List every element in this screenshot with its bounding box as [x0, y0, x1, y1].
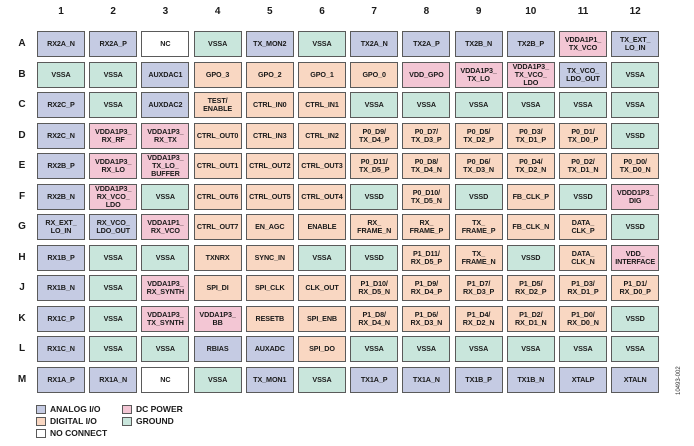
- pin-cell: VDDA1P3_ TX_LO: [455, 62, 503, 88]
- pin-cell: VSSA: [507, 92, 555, 118]
- pin-cell: VSSA: [298, 367, 346, 393]
- pin-cell: P0_D8/ TX_D4_N: [402, 153, 450, 179]
- pin-cell: TX1B_N: [507, 367, 555, 393]
- pin-cell: VSSA: [402, 336, 450, 362]
- legend-nc: [36, 428, 107, 438]
- pin-cell: RX2C_P: [37, 92, 85, 118]
- pin-cell: CTRL_OUT0: [194, 123, 242, 149]
- pin-cell: VSSA: [194, 31, 242, 57]
- pin-cell: AUXDAC1: [141, 62, 189, 88]
- pin-cell: SPI_CLK: [246, 275, 294, 301]
- pin-cell: VSSA: [89, 306, 137, 332]
- pin-cell: VDDA1P3_ TX_VCO_ LDO: [507, 62, 555, 88]
- pin-cell: VSSA: [611, 92, 659, 118]
- pin-cell: VSSD: [455, 184, 503, 210]
- pin-cell: VSSA: [89, 245, 137, 271]
- pin-cell: P0_D0/ TX_D0_N: [611, 153, 659, 179]
- column-header: 4: [214, 6, 221, 17]
- pin-cell: P0_D9/ TX_D4_P: [350, 123, 398, 149]
- pin-cell: VSSA: [507, 336, 555, 362]
- pin-cell: FB_CLK_P: [507, 184, 555, 210]
- pin-cell: TX1A_P: [350, 367, 398, 393]
- pin-cell: CTRL_OUT5: [246, 184, 294, 210]
- pin-cell: P1_D7/ RX_D3_P: [455, 275, 503, 301]
- pin-cell: GPO_2: [246, 62, 294, 88]
- pin-cell: VDDA1P3_ RX_LO: [89, 153, 137, 179]
- pin-cell: VSSA: [559, 92, 607, 118]
- pin-cell: RX_ FRAME_N: [350, 214, 398, 240]
- legend-digital-swatch: [36, 417, 46, 426]
- column-header: 3: [162, 6, 169, 17]
- pin-cell: P0_D10/ TX_D5_N: [402, 184, 450, 210]
- pin-cell: P1_D8/ RX_D4_N: [350, 306, 398, 332]
- pin-cell: DATA_ CLK_N: [559, 245, 607, 271]
- pin-cell: RX_ FRAME_P: [402, 214, 450, 240]
- pin-cell: P0_D5/ TX_D2_P: [455, 123, 503, 149]
- pin-cell: RX_VCO_ LDO_OUT: [89, 214, 137, 240]
- pin-cell: VSSA: [455, 92, 503, 118]
- pin-cell: TX2A_N: [350, 31, 398, 57]
- pin-cell: VDDD1P3_ DIG: [611, 184, 659, 210]
- pin-cell: CTRL_OUT4: [298, 184, 346, 210]
- pin-cell: TX_ FRAME_N: [455, 245, 503, 271]
- legend-ground-swatch: [122, 417, 132, 426]
- pin-cell: TX_ FRAME_P: [455, 214, 503, 240]
- legend-digital-label: DIGITAL I/O: [50, 416, 97, 426]
- pin-cell: VSSD: [611, 214, 659, 240]
- pin-cell: P0_D3/ TX_D1_P: [507, 123, 555, 149]
- pin-cell: CTRL_IN2: [298, 123, 346, 149]
- pin-cell: VDDA1P3_ RX_RF: [89, 123, 137, 149]
- pin-cell: RX1C_N: [37, 336, 85, 362]
- legend-analog-swatch: [36, 405, 46, 414]
- row-header: D: [18, 129, 26, 141]
- pin-cell: EN_AGC: [246, 214, 294, 240]
- pin-cell: TX1B_P: [455, 367, 503, 393]
- pin-cell: VSSA: [402, 92, 450, 118]
- row-header: F: [18, 190, 26, 202]
- row-header: L: [18, 343, 26, 354]
- row-header: M: [17, 373, 27, 385]
- legend-nc-swatch: [36, 429, 46, 438]
- column-header: 6: [319, 6, 325, 17]
- pin-cell: CTRL_IN1: [298, 92, 346, 118]
- pin-cell: TX_MON1: [246, 367, 294, 393]
- legend-ground: [122, 416, 174, 426]
- pin-cell: P1_D5/ RX_D2_P: [507, 275, 555, 301]
- legend-power-swatch: [122, 405, 132, 414]
- column-header: 12: [629, 6, 641, 17]
- pin-cell: SPI_DO: [298, 336, 346, 362]
- pin-cell: VDDA1P3_ BB: [194, 306, 242, 332]
- pin-cell: P1_D1/ RX_D0_P: [611, 275, 659, 301]
- pin-cell: RX1A_P: [37, 367, 85, 393]
- pin-cell: VDDA1P3_ TX_SYNTH: [141, 306, 189, 332]
- pin-cell: CTRL_OUT6: [194, 184, 242, 210]
- pin-cell: GPO_0: [350, 62, 398, 88]
- pin-cell: RBIAS: [194, 336, 242, 362]
- pin-cell: RX_EXT_ LO_IN: [37, 214, 85, 240]
- pin-cell: NC: [141, 31, 189, 57]
- pin-cell: TX2B_P: [507, 31, 555, 57]
- pin-cell: VDDA1P3_ RX_SYNTH: [141, 275, 189, 301]
- row-header: B: [18, 68, 26, 80]
- pin-cell: VSSA: [89, 62, 137, 88]
- pin-cell: RX1B_P: [37, 245, 85, 271]
- pin-cell: RX2B_P: [37, 153, 85, 179]
- pin-cell: VDD_GPO: [402, 62, 450, 88]
- pin-cell: P0_D2/ TX_D1_N: [559, 153, 607, 179]
- legend-power: [122, 404, 183, 414]
- pin-cell: AUXDAC2: [141, 92, 189, 118]
- pin-cell: TX_EXT_ LO_IN: [611, 31, 659, 57]
- pin-cell: VSSD: [350, 184, 398, 210]
- pin-cell: NC: [141, 367, 189, 393]
- pin-cell: P0_D4/ TX_D2_N: [507, 153, 555, 179]
- column-header: 2: [110, 6, 116, 17]
- pin-cell: P0_D11/ TX_D5_P: [350, 153, 398, 179]
- pin-cell: P0_D1/ TX_D0_P: [559, 123, 607, 149]
- pin-cell: XTALN: [611, 367, 659, 393]
- pin-cell: RX1C_P: [37, 306, 85, 332]
- pin-cell: P1_D11/ RX_D5_P: [402, 245, 450, 271]
- pin-cell: P1_D2/ RX_D1_N: [507, 306, 555, 332]
- pin-cell: TX2A_P: [402, 31, 450, 57]
- pin-cell: VDDA1P3_ RX_VCO_ LDO: [89, 184, 137, 210]
- pin-cell: VSSD: [350, 245, 398, 271]
- pin-cell: VSSD: [507, 245, 555, 271]
- pin-cell: ENABLE: [298, 214, 346, 240]
- pin-cell: P1_D3/ RX_D1_P: [559, 275, 607, 301]
- pin-cell: TX2B_N: [455, 31, 503, 57]
- document-id: 10493-002: [676, 366, 682, 395]
- pin-cell: RX2C_N: [37, 123, 85, 149]
- pin-cell: VSSA: [141, 245, 189, 271]
- pin-cell: RX1B_N: [37, 275, 85, 301]
- legend-power-label: DC POWER: [136, 404, 183, 414]
- pin-cell: CTRL_IN3: [246, 123, 294, 149]
- row-header: E: [18, 160, 26, 171]
- pin-cell: VSSA: [298, 245, 346, 271]
- pin-cell: CTRL_OUT1: [194, 153, 242, 179]
- pin-cell: VSSD: [559, 184, 607, 210]
- pin-cell: XTALP: [559, 367, 607, 393]
- pin-cell: TXNRX: [194, 245, 242, 271]
- pin-cell: GPO_1: [298, 62, 346, 88]
- pin-cell: RX2B_N: [37, 184, 85, 210]
- pin-cell: VDD_ INTERFACE: [611, 245, 659, 271]
- pin-cell: AUXADC: [246, 336, 294, 362]
- row-header: A: [18, 38, 26, 49]
- pin-cell: P0_D6/ TX_D3_N: [455, 153, 503, 179]
- legend-nc-label: NO CONNECT: [50, 428, 108, 438]
- pin-cell: VSSA: [89, 92, 137, 118]
- column-header: 1: [58, 6, 64, 17]
- pin-cell: P1_D9/ RX_D4_P: [402, 275, 450, 301]
- pin-cell: CTRL_OUT7: [194, 214, 242, 240]
- legend-analog-label: ANALOG I/O: [50, 404, 101, 414]
- pin-cell: VDDA1P3_ TX_LO_ BUFFER: [141, 153, 189, 179]
- pin-cell: P1_D0/ RX_D0_N: [559, 306, 607, 332]
- pin-cell: VSSA: [37, 62, 85, 88]
- pin-cell: VSSA: [89, 336, 137, 362]
- pin-cell: TX_VCO_ LDO_OUT: [559, 62, 607, 88]
- pin-cell: VSSA: [559, 336, 607, 362]
- pin-cell: VDDA1P1_ RX_VCO: [141, 214, 189, 240]
- pin-cell: RESETB: [246, 306, 294, 332]
- pin-cell: VDDA1P1_ TX_VCO: [559, 31, 607, 57]
- column-header: 5: [267, 6, 273, 17]
- pin-cell: VSSA: [455, 336, 503, 362]
- pin-cell: GPO_3: [194, 62, 242, 88]
- row-header: K: [18, 312, 26, 324]
- column-header: 7: [371, 6, 377, 17]
- pin-cell: VSSA: [350, 336, 398, 362]
- column-header: 8: [423, 6, 430, 17]
- pin-cell: VSSA: [141, 336, 189, 362]
- pin-cell: CTRL_IN0: [246, 92, 294, 118]
- pin-cell: VSSA: [350, 92, 398, 118]
- pin-cell: VSSA: [298, 31, 346, 57]
- pin-cell: VSSA: [611, 62, 659, 88]
- legend-analog: [36, 404, 101, 414]
- legend-ground-label: GROUND: [136, 416, 174, 426]
- pin-cell: SPI_DI: [194, 275, 242, 301]
- pin-cell: SYNC_IN: [246, 245, 294, 271]
- column-header: 10: [525, 6, 537, 17]
- pin-cell: VDDA1P3_ RX_TX: [141, 123, 189, 149]
- pin-cell: TX1A_N: [402, 367, 450, 393]
- pin-cell: VSSD: [611, 123, 659, 149]
- pin-cell: CTRL_OUT2: [246, 153, 294, 179]
- pin-cell: P1_D4/ RX_D2_N: [455, 306, 503, 332]
- pin-cell: CTRL_OUT3: [298, 153, 346, 179]
- pin-cell: DATA_ CLK_P: [559, 214, 607, 240]
- row-header: C: [18, 99, 26, 110]
- pin-cell: FB_CLK_N: [507, 214, 555, 240]
- pin-cell: P0_D7/ TX_D3_P: [402, 123, 450, 149]
- column-header: 9: [475, 6, 482, 17]
- pin-cell: TEST/ ENABLE: [194, 92, 242, 118]
- pin-cell: P1_D6/ RX_D3_N: [402, 306, 450, 332]
- pin-cell: VSSA: [141, 184, 189, 210]
- pin-cell: SPI_ENB: [298, 306, 346, 332]
- pin-cell: RX2A_N: [37, 31, 85, 57]
- pin-cell: VSSA: [89, 275, 137, 301]
- pin-cell: RX1A_N: [89, 367, 137, 393]
- legend-digital: [36, 416, 97, 426]
- row-header: J: [19, 282, 25, 293]
- pin-cell: TX_MON2: [246, 31, 294, 57]
- pin-cell: VSSA: [194, 367, 242, 393]
- pin-cell: VSSA: [611, 336, 659, 362]
- pin-cell: P1_D10/ RX_D5_N: [350, 275, 398, 301]
- pin-cell: VSSD: [611, 306, 659, 332]
- column-header: 11: [577, 6, 589, 17]
- pin-cell: CLK_OUT: [298, 275, 346, 301]
- row-header: H: [18, 251, 26, 263]
- pin-cell: RX2A_P: [89, 31, 137, 57]
- row-header: G: [18, 221, 26, 232]
